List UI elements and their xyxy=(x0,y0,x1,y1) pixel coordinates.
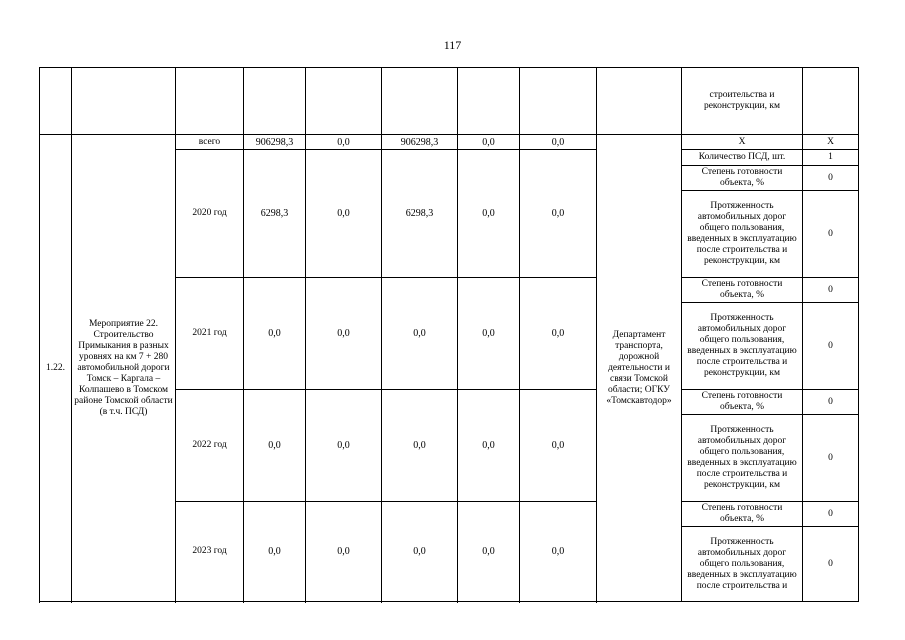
indicator-name: Степень готовности объекта, % xyxy=(682,502,803,527)
empty-cell xyxy=(597,68,682,135)
measure-name: Мероприятие 22. Строительство Примыкания в разных уровнях на км 7 + 280 автомобильной дороги Томск – Каргала – Колпашево в Томском районе Томской области (в т.ч. ПСД) xyxy=(72,135,176,602)
empty-cell xyxy=(520,68,597,135)
value-cell: 0,0 xyxy=(306,390,382,502)
period-cell: всего xyxy=(176,135,244,150)
empty-cell xyxy=(244,68,306,135)
indicator-name: Степень готовности объекта, % xyxy=(682,390,803,415)
value-cell: 0,0 xyxy=(458,135,520,150)
executor-cell: Департамент транспорта, дорожной деятельности и связи Томской области; ОГКУ «Томскавтодор» xyxy=(597,135,682,602)
page-number: 117 xyxy=(443,38,462,52)
value-cell: 0,0 xyxy=(306,135,382,150)
indicator-value: 0 xyxy=(803,278,859,303)
value-cell: 0,0 xyxy=(244,390,306,502)
value-cell: 906298,3 xyxy=(244,135,306,150)
value-cell: 0,0 xyxy=(306,278,382,390)
indicator-name: Протяженность автомобильных дорог общего пользования, введенных в эксплуатацию после строительства и реконструкции, км xyxy=(682,191,803,278)
value-cell: 0,0 xyxy=(520,278,597,390)
period-cell: 2022 год xyxy=(176,390,244,502)
indicator-value: 0 xyxy=(803,303,859,390)
period-cell: 2021 год xyxy=(176,278,244,390)
value-cell: 0,0 xyxy=(520,135,597,150)
empty-cell xyxy=(176,68,244,135)
value-cell: 0,0 xyxy=(382,278,458,390)
indicator-name: Степень готовности объекта, % xyxy=(682,278,803,303)
indicator-value: 0 xyxy=(803,191,859,278)
table-row xyxy=(40,135,859,150)
indicator-name: Количество ПСД, шт. xyxy=(682,150,803,166)
indicator-value: 1 xyxy=(803,150,859,166)
value-cell: 906298,3 xyxy=(382,135,458,150)
indicator-value: 0 xyxy=(803,502,859,527)
empty-cell xyxy=(306,68,382,135)
value-cell: 0,0 xyxy=(382,390,458,502)
indicator-name: Протяженность автомобильных дорог общего пользования, введенных в эксплуатацию после строительства и реконструкции, км xyxy=(682,415,803,502)
value-cell: 0,0 xyxy=(458,150,520,278)
value-cell: 0,0 xyxy=(458,278,520,390)
indicator-name: Протяженность автомобильных дорог общего пользования, введенных в эксплуатацию после строительства и реконструкции, км xyxy=(682,303,803,390)
value-cell: 0,0 xyxy=(458,390,520,502)
measures-table xyxy=(39,67,859,602)
empty-cell xyxy=(382,68,458,135)
value-cell: 0,0 xyxy=(244,502,306,602)
indicator-name: Степень готовности объекта, % xyxy=(682,166,803,191)
empty-cell xyxy=(72,68,176,135)
value-cell: 0,0 xyxy=(306,502,382,602)
value-cell: 6298,3 xyxy=(382,150,458,278)
value-cell: 0,0 xyxy=(458,502,520,602)
value-cell: 0,0 xyxy=(244,278,306,390)
indicator-value: 0 xyxy=(803,166,859,191)
value-cell: 0,0 xyxy=(306,150,382,278)
period-cell: 2020 год xyxy=(176,150,244,278)
value-cell: 6298,3 xyxy=(244,150,306,278)
indicator-value: 0 xyxy=(803,390,859,415)
period-cell: 2023 год xyxy=(176,502,244,602)
value-cell: 0,0 xyxy=(520,390,597,502)
empty-cell xyxy=(803,68,859,135)
indicator-value: Х xyxy=(803,135,859,150)
value-cell: 0,0 xyxy=(520,150,597,278)
value-cell: 0,0 xyxy=(520,502,597,602)
value-cell: 0,0 xyxy=(382,502,458,602)
empty-cell xyxy=(458,68,520,135)
indicator-name: Протяженность автомобильных дорог общего пользования, введенных в эксплуатацию после строительства и xyxy=(682,527,803,602)
indicator-name: Х xyxy=(682,135,803,150)
indicator-value: 0 xyxy=(803,527,859,602)
measure-number: 1.22. xyxy=(40,135,72,602)
continuation-row xyxy=(40,68,859,135)
indicator-value: 0 xyxy=(803,415,859,502)
empty-cell xyxy=(40,68,72,135)
indicator-name: строительства и реконструкции, км xyxy=(682,68,803,135)
